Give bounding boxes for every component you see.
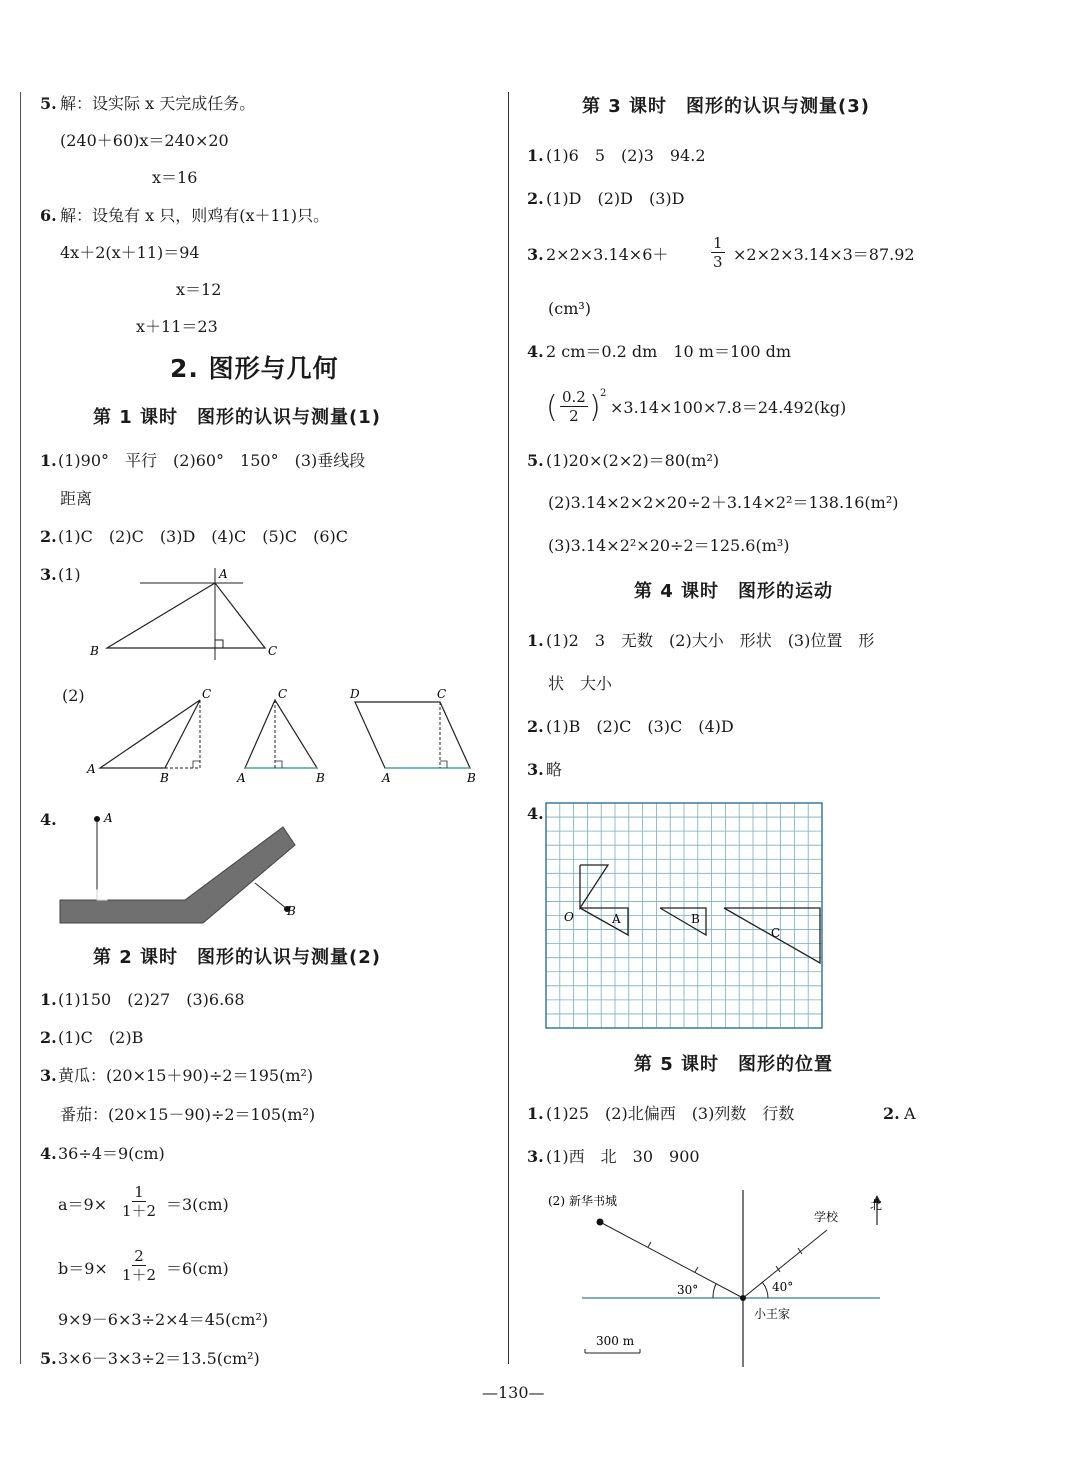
l2-a1-label: 1. (40, 990, 57, 1009)
l5-a2: A (904, 1104, 916, 1123)
l1-a3-p1: (1) (58, 565, 81, 584)
l3-a4-l1: 2 cm＝0.2 dm 10 m＝100 dm (546, 342, 792, 361)
grid-lines (546, 803, 822, 1028)
l5-a3-label: 3. (527, 1147, 544, 1166)
lesson1-title: 第 1 课时 图形的认识与测量(1) (93, 407, 382, 428)
label-d: D (350, 687, 360, 701)
l2-a3-l1: 黄瓜：(20×15＋90)÷2＝195(m²) (58, 1066, 314, 1085)
q5-label: 5. (40, 94, 57, 113)
l3-a4-label: 4. (527, 342, 544, 361)
q5-eq1: (240＋60)x＝240×20 (60, 131, 229, 150)
triangle-altitude-figure (85, 560, 285, 660)
map-home: 小王家 (754, 1307, 791, 1321)
close-paren: ) (589, 390, 601, 425)
l2-a5-label: 5. (40, 1349, 57, 1368)
lesson2-title: 第 2 课时 图形的认识与测量(2) (93, 947, 382, 968)
l5-a3: (1)西 北 30 900 (546, 1147, 700, 1166)
fraction-radius-den: 2 (569, 407, 579, 425)
left-margin-line (20, 92, 21, 1364)
l4-a3-label: 3. (527, 760, 544, 779)
section-title: 2. 图形与几何 (170, 354, 339, 383)
label-a: A (382, 771, 391, 785)
l5-a1: (1)25 (2)北偏西 (3)列数 行数 (546, 1104, 795, 1123)
l2-a3-label: 3. (40, 1066, 57, 1085)
heights-figure (85, 685, 485, 785)
l4-a2: (1)B (2)C (3)C (4)D (546, 717, 734, 736)
lesson3-title: 第 3 课时 图形的认识与测量(3) (582, 96, 871, 117)
l4-a1-cont: 状 大小 (548, 674, 613, 693)
l4-a4-label: 4. (527, 804, 544, 823)
label-o: O (564, 910, 574, 924)
q6-eq3: x＋11＝23 (136, 317, 218, 336)
map-part: (2) (548, 1194, 565, 1208)
map-school: 学校 (814, 1210, 839, 1224)
column-divider (508, 92, 509, 1364)
l2-a5: 3×6－3×3÷2＝13.5(cm²) (58, 1349, 260, 1368)
label-a: A (612, 912, 621, 926)
label-a: A (237, 771, 246, 785)
map-angle-40: 40° (772, 1280, 794, 1294)
label-a: A (104, 811, 113, 825)
label-b: B (160, 771, 169, 785)
label-b: B (691, 912, 700, 926)
fraction-radius (560, 388, 588, 425)
river-figure (55, 805, 315, 930)
l2-a4-l1: 36÷4＝9(cm) (58, 1144, 165, 1163)
l3-a3-pre: 2×2×3.14×6＋ (546, 245, 669, 264)
label-b: B (90, 644, 99, 658)
l1-a1-cont: 距离 (60, 489, 93, 508)
fraction-b-num: 2 (134, 1247, 144, 1265)
label-c: C (437, 687, 447, 701)
l2-a4-b-post: ＝6(cm) (166, 1259, 229, 1278)
l4-a1: (1)2 3 无数 (2)大小 形状 (3)位置 形 (546, 631, 875, 650)
fraction-b-den: 1＋2 (122, 1266, 157, 1284)
l3-a3-unit: (cm³) (548, 299, 592, 318)
q6-eq1: 4x＋2(x＋11)＝94 (60, 243, 200, 262)
q6-label: 6. (40, 206, 57, 225)
l2-a2-label: 2. (40, 1028, 57, 1047)
fraction-a (120, 1183, 158, 1220)
fraction-third (711, 234, 725, 271)
label-b: B (316, 771, 325, 785)
fraction-a-num: 1 (134, 1183, 144, 1201)
l3-a5-l3: (3)3.14×2²×20÷2＝125.6(m³) (548, 536, 790, 555)
l3-a2-label: 2. (527, 189, 544, 208)
label-c: C (278, 687, 288, 701)
l1-a2-label: 2. (40, 527, 57, 546)
rotation-grid (546, 803, 822, 1028)
fraction-b (120, 1247, 158, 1284)
square-exponent: 2 (600, 388, 607, 399)
label-b: B (287, 904, 296, 918)
fraction-third-num: 1 (713, 234, 723, 252)
l3-a5-l1: (1)20×(2×2)＝80(m²) (546, 451, 720, 470)
l5-a1-label: 1. (527, 1104, 544, 1123)
fraction-a-den: 1＋2 (122, 1202, 157, 1220)
q5-text: 解：设实际 x 天完成任务。 (60, 94, 256, 113)
l2-a4-a-post: ＝3(cm) (166, 1195, 229, 1214)
q6-eq2: x＝12 (176, 280, 222, 299)
l4-a3: 略 (546, 760, 563, 779)
l2-a4-label: 4. (40, 1144, 57, 1163)
l1-a3-label: 3. (40, 565, 57, 584)
l3-a5-l2: (2)3.14×2×2×20÷2＋3.14×2²＝138.16(m²) (548, 493, 899, 512)
label-c: C (202, 687, 212, 701)
lesson4-title: 第 4 课时 图形的运动 (634, 581, 834, 602)
map-angle-30: 30° (677, 1283, 699, 1297)
l3-a1-label: 1. (527, 146, 544, 165)
label-a: A (87, 762, 96, 776)
l2-a1: (1)150 (2)27 (3)6.68 (58, 990, 245, 1009)
direction-map (540, 1185, 900, 1370)
label-a: A (219, 567, 228, 581)
l4-a1-label: 1. (527, 631, 544, 650)
l2-a2: (1)C (2)B (58, 1028, 144, 1047)
q5-eq2: x＝16 (152, 168, 198, 187)
q6-text: 解：设兔有 x 只，则鸡有(x＋11)只。 (60, 206, 330, 225)
l2-a3-l2: 番茄：(20×15－90)÷2＝105(m²) (60, 1105, 316, 1124)
l3-a4-l2-post: ×3.14×100×7.8＝24.492(kg) (610, 398, 847, 417)
label-c: C (771, 926, 781, 940)
l3-a3-label: 3. (527, 245, 544, 264)
l3-a1: (1)6 5 (2)3 94.2 (546, 146, 706, 165)
l1-a2: (1)C (2)C (3)D (4)C (5)C (6)C (58, 527, 349, 546)
l5-a2-label: 2. (883, 1104, 900, 1123)
label-b: B (467, 771, 476, 785)
page-number: —130— (482, 1383, 545, 1402)
lesson5-title: 第 5 课时 图形的位置 (634, 1054, 834, 1075)
l1-a3-p2: (2) (62, 686, 85, 705)
l2-a4-l4: 9×9－6×3÷2×4＝45(cm²) (58, 1310, 269, 1329)
l4-a2-label: 2. (527, 717, 544, 736)
l1-a4-label: 4. (40, 810, 57, 829)
l1-a1: (1)90° 平行 (2)60° 150° (3)垂线段 (58, 451, 366, 470)
l3-a3-post: ×2×2×3.14×3＝87.92 (733, 245, 915, 264)
l1-a1-label: 1. (40, 451, 57, 470)
fraction-third-den: 3 (713, 253, 723, 271)
fraction-radius-num: 0.2 (562, 388, 586, 406)
map-bookstore: 新华书城 (569, 1194, 618, 1208)
l2-a4-a-pre: a＝9× (58, 1195, 108, 1214)
open-paren: ( (546, 390, 558, 425)
label-c: C (268, 644, 278, 658)
l3-a2: (1)D (2)D (3)D (546, 189, 685, 208)
map-scale: 300 m (596, 1334, 635, 1348)
l3-a5-label: 5. (527, 451, 544, 470)
map-north: 北 (870, 1198, 883, 1212)
l2-a4-b-pre: b＝9× (58, 1259, 108, 1278)
